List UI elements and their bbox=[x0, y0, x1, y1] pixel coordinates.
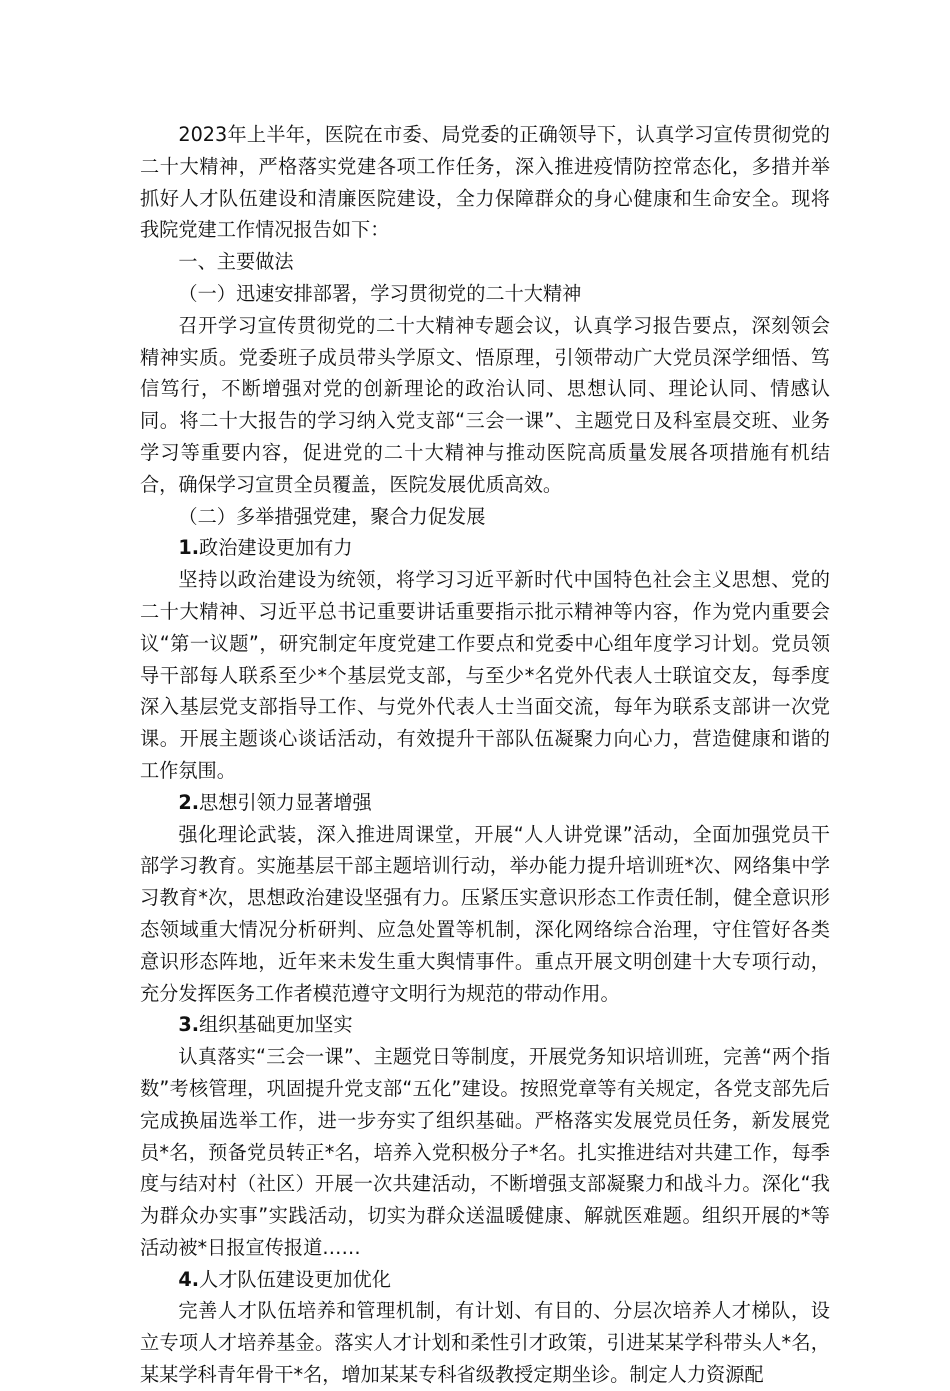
item-2-heading bbox=[140, 787, 830, 819]
document-page bbox=[140, 119, 830, 1391]
item-2-body: 强化理论武装，深入推进周课堂，开展“人人讲党课”活动，全面加强党员干部学习教育。实施基层干部主题培训行动，举办能力提升培训班*次、网络集中学习教育*次，思想政治建设坚强有力。压紧压实意识形态工作责任制，健全意识形态领域重大情况分析研判、应急处置等机制，深化网络综合治理，守住管好各类意识形态阵地，近年来未发生重大舆情事件。重点开展文明创建十大专项行动，充分发挥医务工作者模范遵守文明行为规范的带动作用。 bbox=[140, 822, 830, 1005]
item-2-number: 2. bbox=[178, 790, 200, 814]
intro-paragraph: 2023年上半年，医院在市委、局党委的正确领导下，认真学习宣传贯彻党的二十大精神，严格落实党建各项工作任务，深入推进疫情防控常态化，多措并举抓好人才队伍建设和清廉医院建设，全力保障群众的身心健康和生命安全。现将我院党建工作情况报告如下： bbox=[140, 123, 830, 242]
item-4-body: 完善人才队伍培养和管理机制，有计划、有目的、分层次培养人才梯队，设立专项人才培养基金。落实人才计划和柔性引才政策，引进某某学科带头人*名，某某学科青年骨干*名，增加某某专科省级教授定期坐诊。制定人力资源配 bbox=[140, 1299, 830, 1387]
item-4-heading bbox=[140, 1264, 830, 1296]
section-1-title: 一、主要做法 bbox=[178, 250, 294, 274]
item-3-title: 组织基础更加坚实 bbox=[199, 1013, 353, 1037]
item-1-title: 政治建设更加有力 bbox=[199, 536, 353, 560]
subsection-1-title: （一）迅速安排部署，学习贯彻党的二十大精神 bbox=[178, 281, 582, 305]
item-3-heading bbox=[140, 1009, 830, 1041]
item-4-title: 人才队伍建设更加优化 bbox=[199, 1267, 391, 1291]
item-3-body: 认真落实“三会一课”、主题党日等制度，开展党务知识培训班，完善“两个指数”考核管理，巩固提升党支部“五化”建设。按照党章等有关规定，各党支部先后完成换届选举工作，进一步夯实了组织基础。严格落实发展党员任务，新发展党员*名，预备党员转正*名，培养入党积极分子*名。扎实推进结对共建工作，每季度与结对村（社区）开展一次共建活动，不断增强支部凝聚力和战斗力。深化“我为群众办实事”实践活动，切实为群众送温暖健康、解就医难题。组织开展的*等活动被*日报宣传报道…… bbox=[140, 1045, 830, 1259]
item-1-number: 1. bbox=[178, 536, 200, 560]
item-3-number: 3. bbox=[178, 1013, 200, 1037]
item-4-number: 4. bbox=[178, 1267, 200, 1291]
item-2-title: 思想引领力显著增强 bbox=[199, 790, 372, 814]
item-1-heading bbox=[140, 532, 830, 564]
subsection-2-title: （二）多举措强党建，聚合力促发展 bbox=[178, 504, 486, 528]
item-1-body: 坚持以政治建设为统领，将学习习近平新时代中国特色社会主义思想、党的二十大精神、习近平总书记重要讲话重要指示批示精神等内容，作为党内重要会议“第一议题”，研究制定年度党建工作要点和党委中心组年度学习计划。党员领导干部每人联系至少*个基层党支部，与至少*名党外代表人士联谊交友，每季度深入基层党支部指导工作、与党外代表人士当面交流，每年为联系支部讲一次党课。开展主题谈心谈话活动，有效提升干部队伍凝聚力向心力，营造健康和谐的工作氛围。 bbox=[140, 568, 830, 782]
subsection-1-body: 召开学习宣传贯彻党的二十大精神专题会议，认真学习报告要点，深刻领会精神实质。党委班子成员带头学原文、悟原理，引领带动广大党员深学细悟、笃信笃行，不断增强对党的创新理论的政治认同、思想认同、理论认同、情感认同。将二十大报告的学习纳入党支部“三会一课”、主题党日及科室晨交班、业务学习等重要内容，促进党的二十大精神与推动医院高质量发展各项措施有机结合，确保学习宣贯全员覆盖，医院发展优质高效。 bbox=[140, 313, 830, 496]
